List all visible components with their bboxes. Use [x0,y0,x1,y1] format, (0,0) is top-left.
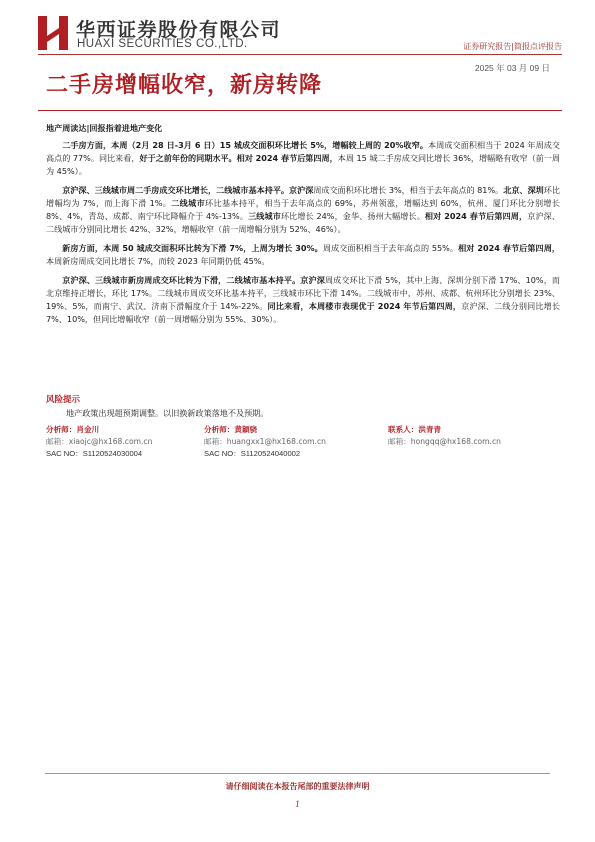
report-body [46,122,560,332]
section-heading: 地产周读达|回报指着进地产变化 [46,123,163,133]
report-title: 二手房增幅收窄，新房转降 [46,72,323,98]
title-divider [38,110,562,111]
para-emph: 同比来看，本周楼市表现优于 2024 年节后第四周， [267,301,462,311]
contact-email[interactable]: 邮箱：hongqq@hx168.com.cn [388,437,501,446]
para-emph: 相对 2024 春节后第四周， [458,243,560,253]
para-text: 周成交面积相当于去年高点的 55%。 [322,243,459,253]
para-lead: 二手房方面，本周（2月 28 日-3月 6 日）15 城成交面积环比增长 5%，增幅较上周的 20%收窄。 [62,140,429,150]
risk-text: 地产政策出现超预期调整。以旧换新政策落地不及预期。 [66,408,269,418]
para-text: 京沪深、二线分别同比增长 7%、10%，但同比增幅收窄（前一周增幅分别为 55%、30%）。 [46,301,560,324]
para-lead: 京沪深、三线城市周二手房成交环比增长，二线城市基本持平。京沪深 [62,185,314,195]
para-emph: 相对 2024 春节后第四周， [424,211,528,221]
para-text: 本周成交面积相当于 2024 年周成交高点的 77%。同比来看， [46,140,561,163]
para-lead: 京沪深、三线城市新房周成交环比转为下滑，二线城市基本持平。京沪深 [62,275,325,285]
para-text: 周成交环比下滑 5%，其中上海、深圳分别下滑 17%、10%，而北京维持正增长，环比 17%。二线城市周成交环比基本持平，三线城市环比下滑 14%。二线城市中，苏州、成都、杭州环比分别增长 23%、19%、5%，而南宁、武汉、济南下滑幅度介于 14%-22%。 [46,275,561,311]
report-date: 2025 年 03 月 09 日 [474,63,550,73]
para-text: 本周 15 城二手房成交同比增长 36%，增幅略有收窄（前一周为 45%）。 [46,153,560,176]
footer-divider [45,773,550,774]
analyst-email[interactable]: 邮箱：huangxx1@hx168.com.cn [204,437,326,446]
header-divider [38,54,562,55]
contact-name: 联系人：洪青青 [388,425,442,434]
para-lead: 新房方面，本周 50 城成交面积环比转为下滑 7%，上周为增长 30%。 [62,243,323,253]
analyst-name: 分析师：肖金川 [46,425,100,434]
company-name-cn: 华西证券股份有限公司 [76,19,282,41]
paragraph-secondhand [46,139,560,178]
analyst-sac: SAC NO：S1120524040002 [204,449,301,458]
risk-heading: 风险提示 [46,395,81,405]
para-text: 环比增长 24%，金华、扬州大幅增长。 [280,211,425,221]
analyst-name: 分析师：黄颖骁 [204,425,258,434]
para-emph: 二线城市 [171,198,206,208]
para-emph: 北京、深圳 [503,185,544,195]
para-text: 周成交面积环比增长 3%，相当于去年高点的 81%。 [313,185,504,195]
analyst-sac: SAC NO：S1120524030004 [46,449,143,458]
analyst-card [204,424,326,460]
analyst-card [46,424,152,460]
para-text: 京沪深、二线城市分别同比增长 42%、32%，增幅收窄（前一周增幅分别为 52%、46%）。 [46,211,560,234]
huaxi-logo-icon [38,16,68,50]
legal-notice: 请仔细阅读在本报告尾部的重要法律声明 [225,782,370,791]
analyst-email[interactable]: 邮箱：xiaojc@hx168.com.cn [46,437,153,446]
para-text: 本周新房周成交同比增长 7%，而较 2023 年同期仍低 45%。 [46,256,270,266]
paragraph-newhome [46,242,560,268]
para-text: 环比基本持平，相当于去年高点的 69%，苏州领涨，增幅达到 60%，杭州、厦门环比分别增长 8%、4%，青岛、成都、南宁环比降幅介于 4%-13%。 [46,198,560,221]
para-emph: 三线城市 [248,211,281,221]
contact-card [388,424,501,448]
para-emph: 好于之前年份的同期水平。相对 2024 春节后第四周， [139,153,338,163]
page-number: 1 [294,800,301,809]
company-name-en: HUAXI SECURITIES CO.,LTD. [77,38,248,50]
para-text: 环比增幅均为 7%，而上海下滑 1%。 [46,185,560,208]
paragraph-secondhand-cities [46,184,560,236]
paragraph-newhome-cities [46,274,560,326]
document-type: 证券研究报告|简报点评报告 [463,42,562,51]
